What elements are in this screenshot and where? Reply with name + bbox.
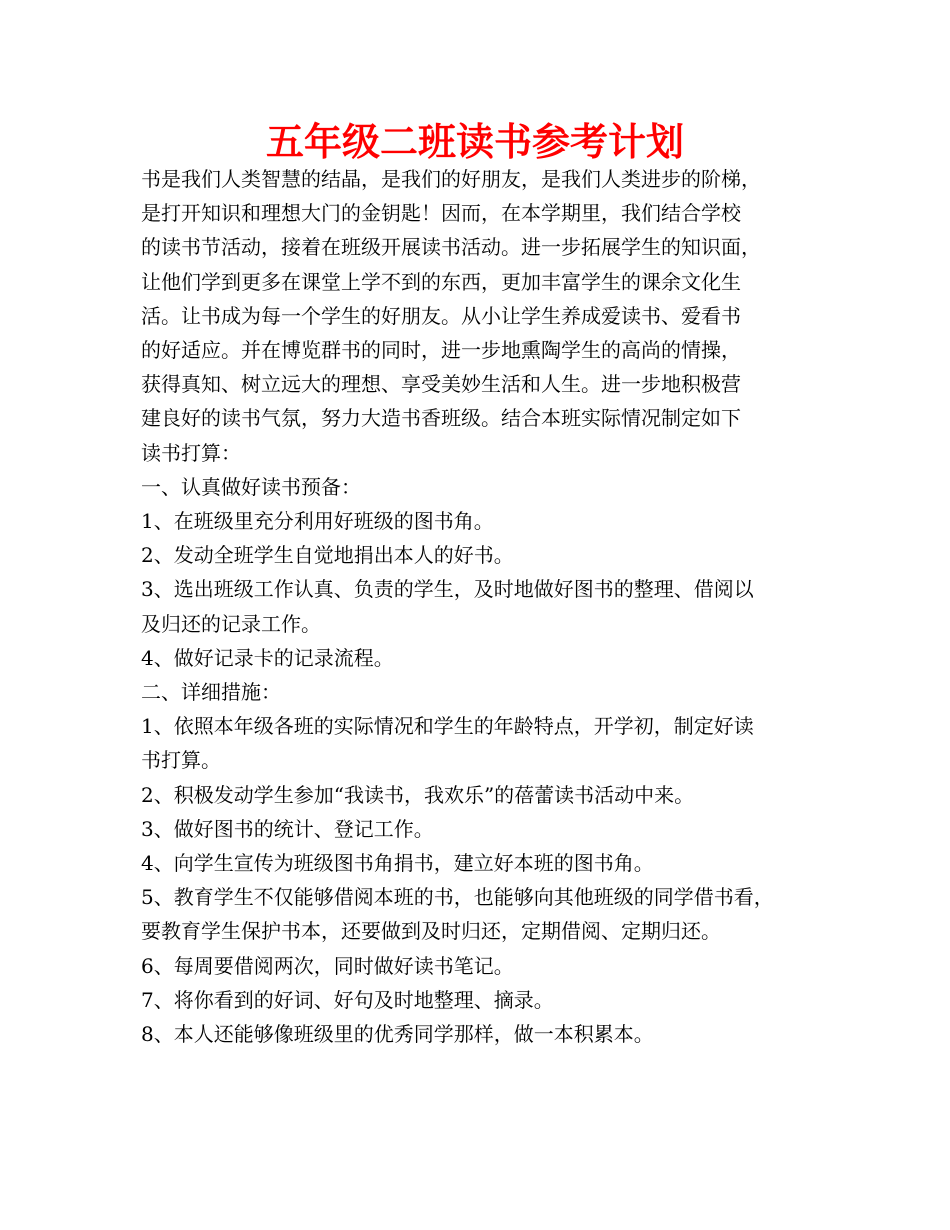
- intro-paragraph: [141, 162, 831, 470]
- list-item: 4、向学生宣传为班级图书角捐书，建立好本班的图书角。: [141, 851, 654, 876]
- intro-line: 的读书节活动，接着在班级开展读书活动。进一步拓展学生的知识面，: [141, 235, 761, 260]
- intro-line: 让他们学到更多在课堂上学不到的东西，更加丰富学生的课余文化生: [141, 269, 741, 294]
- list-item: 7、将你看到的好词、好句及时地整理、摘录。: [141, 987, 554, 1012]
- intro-line: 的好适应。并在博览群书的同时，进一步地熏陶学生的高尚的情操，: [141, 338, 741, 363]
- list-item-continuation: 及归还的记录工作。: [141, 611, 321, 636]
- intro-line: 读书打算：: [141, 440, 241, 465]
- list-item: 3、选出班级工作认真、负责的学生，及时地做好图书的整理、借阅以: [141, 577, 754, 602]
- section-1: [141, 470, 831, 675]
- document-title: 五年级二班读书参考计划: [265, 120, 684, 164]
- list-item: 1、依照本年级各班的实际情况和学生的年龄特点，开学初，制定好读: [141, 714, 754, 739]
- list-item: 3、做好图书的统计、登记工作。: [141, 816, 434, 841]
- list-item-continuation: 要教育学生保护书本，还要做到及时归还，定期借阅、定期归还。: [141, 919, 721, 944]
- list-item-continuation: 书打算。: [141, 748, 221, 773]
- list-item: 6、每周要借阅两次，同时做好读书笔记。: [141, 953, 514, 978]
- list-item: 2、积极发动学生参加“我读书，我欢乐”的蓓蕾读书活动中来。: [141, 782, 695, 807]
- intro-line: 是打开知识和理想大门的金钥匙！因而，在本学期里，我们结合学校: [141, 201, 741, 226]
- section-heading: 二、详细措施：: [141, 680, 281, 705]
- list-item: 2、发动全班学生自觉地捐出本人的好书。: [141, 543, 514, 568]
- document-body: [141, 162, 831, 1051]
- intro-line: 活。让书成为每一个学生的好朋友。从小让学生养成爱读书、爱看书: [141, 303, 741, 328]
- list-item: 8、本人还能够像班级里的优秀同学那样，做一本积累本。: [141, 1022, 654, 1047]
- list-item: 4、做好记录卡的记录流程。: [141, 645, 394, 670]
- section-heading: 一、认真做好读书预备：: [141, 474, 361, 499]
- intro-line: 建良好的读书气氛，努力大造书香班级。结合本班实际情况制定如下: [141, 406, 741, 431]
- list-item: 1、在班级里充分利用好班级的图书角。: [141, 509, 494, 534]
- section-2: [141, 675, 831, 1051]
- intro-line: 书是我们人类智慧的结晶，是我们的好朋友，是我们人类进步的阶梯，: [141, 167, 761, 191]
- list-item: 5、教育学生不仅能够借阅本班的书，也能够向其他班级的同学借书看，: [141, 885, 774, 910]
- intro-line: 获得真知、树立远大的理想、享受美妙生活和人生。进一步地积极营: [141, 372, 741, 397]
